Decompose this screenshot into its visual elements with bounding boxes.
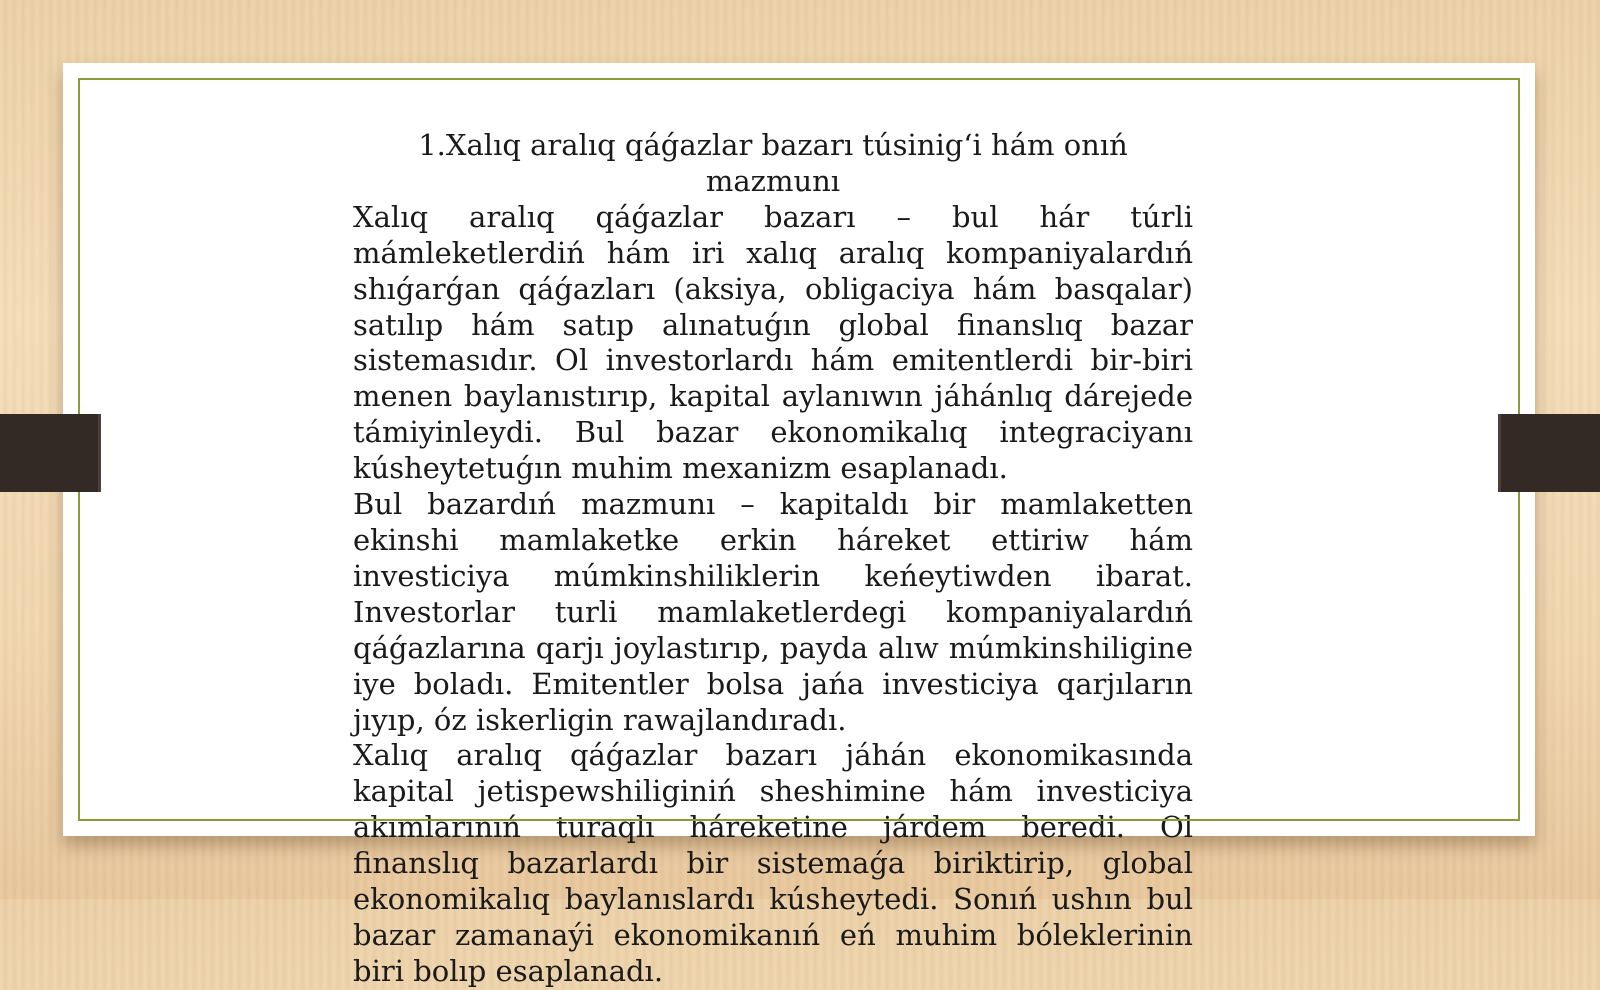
slide-heading: 1.Xalıq aralıq qáǵazlar bazarı túsinigʻi hám onıń mazmunı (418, 128, 1128, 198)
right-side-tab (1498, 414, 1600, 492)
paragraph-content: Bul bazardıń mazmunı – kapitaldı bir mamlaketten ekinshi mamlaketke erkin háreket ettiriw hám investiciya múmkinshiliklerin keńeytiwden ibarat. Investorlar turli mamlaketlerdegi kompaniyalardıń qáǵazlarına qarjı joylastırıp, payda alıw múmkinshiligine iye boladı. Emitentler bolsa jańa investiciya qarjıların jıyıp, óz iskerligin rawajlandıradı. (353, 487, 1193, 737)
paragraph-importance: Xalıq aralıq qáǵazlar bazarı jáhán ekonomikasında kapital jetispewshiliginiń sheshimine hám investiciya akımlarınıń turaqlı háreketine járdem beredi. Ol finanslıq bazarlardı bir sistemaǵa biriktirip, global ekonomikalıq baylanıslardı kúsheytedi. Sonıń ushın bul bazar zamanaýi ekonomikanıń eń muhim bóleklerinin biri bolıp esaplanadı. (353, 738, 1193, 988)
left-side-tab (0, 414, 101, 492)
slide-text-body (353, 128, 1193, 990)
paragraph-definition: Xalıq aralıq qáǵazlar bazarı – bul hár túrli mámleketlerdiń hám iri xalıq aralıq kompaniyalardıń shıǵarǵan qáǵazları (aksiya, obligaciya hám basqalar) satılıp hám satıp alınatuǵın global finanslıq bazar sistemasıdır. Ol investorlardı hám emitentlerdi bir-biri menen baylanıstırıp, kapital aylanıwın jáhánlıq dárejede támiyinleydi. Bul bazar ekonomikalıq integraciyanı kúsheytetuǵın muhim mexanizm esaplanadı. (353, 199, 1193, 486)
